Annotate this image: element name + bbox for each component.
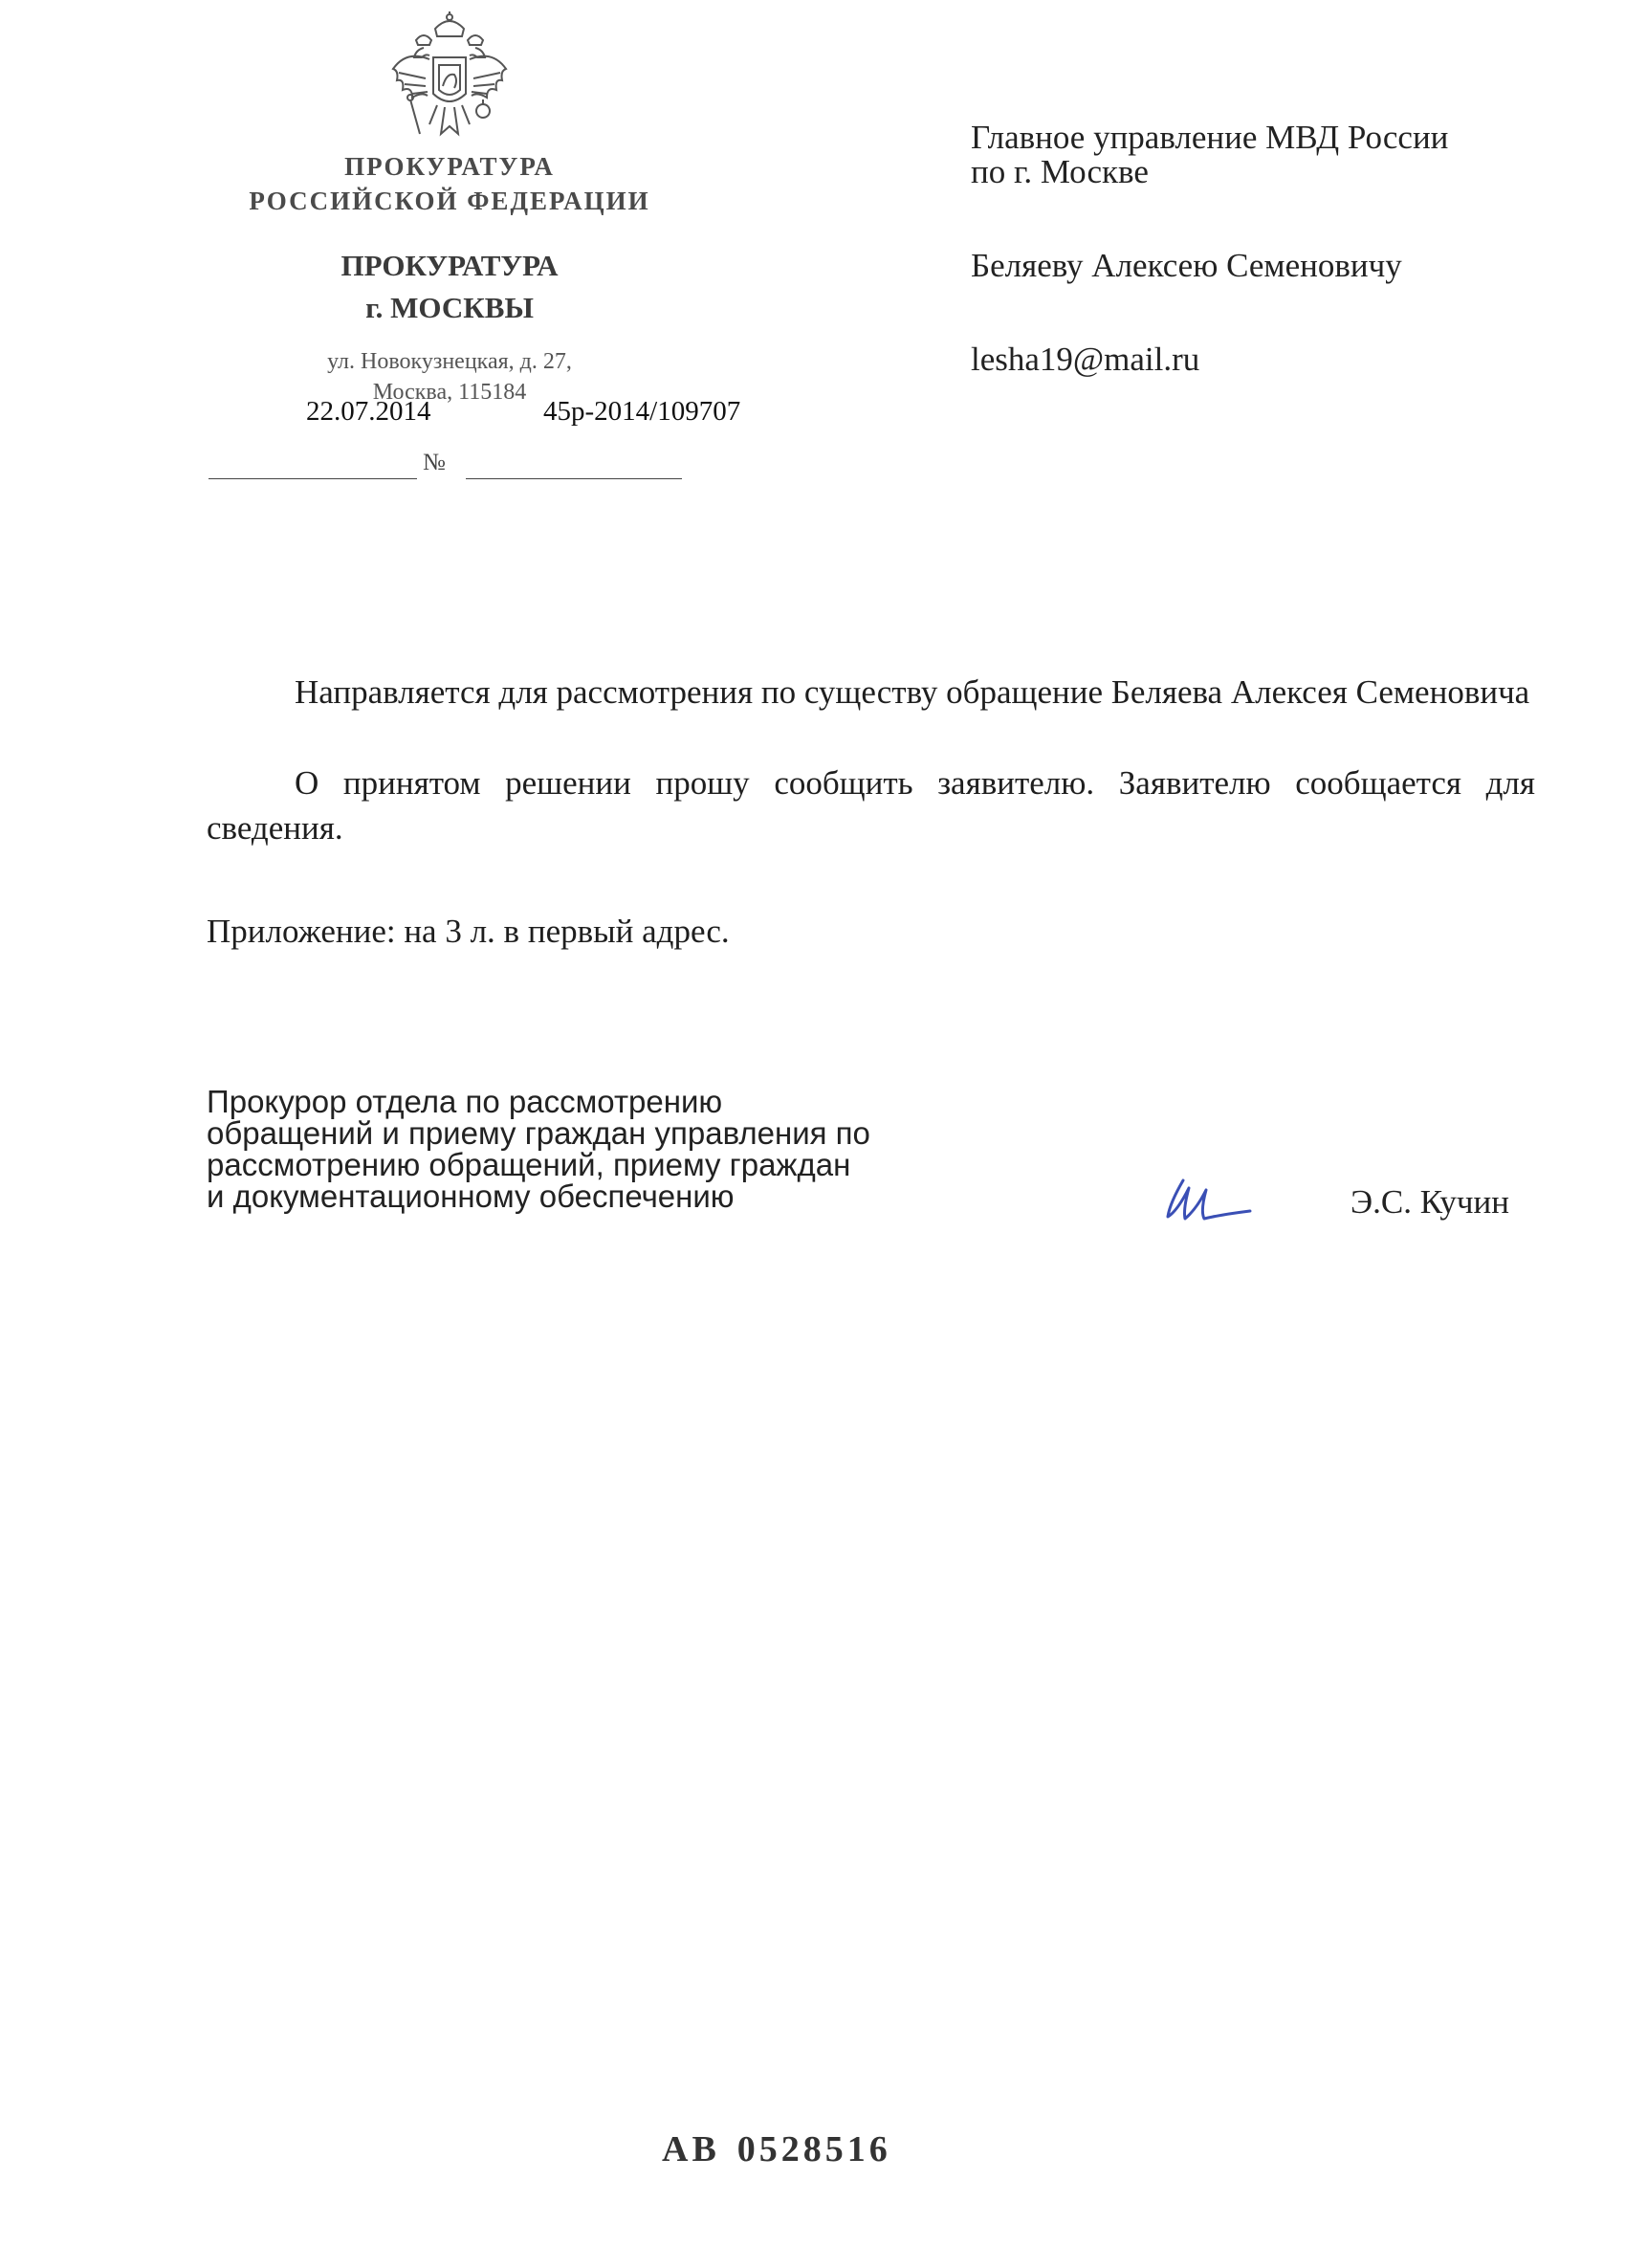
org-name-line-1: ПРОКУРАТУРА bbox=[344, 152, 555, 181]
addressee-person: Беляеву Алексею Семеновичу bbox=[971, 247, 1402, 284]
signer-name: Э.С. Кучин bbox=[1351, 1183, 1509, 1221]
registration-number: 45р-2014/109707 bbox=[543, 396, 741, 427]
office-name-line-1: ПРОКУРАТУРА bbox=[340, 249, 559, 282]
registration-number-line bbox=[466, 478, 682, 479]
double-headed-eagle-emblem-icon bbox=[387, 11, 512, 145]
addressee-org-line-1: Главное управление МВД России bbox=[971, 119, 1449, 156]
registration-date-line bbox=[209, 478, 417, 479]
signer-title-line-2: обращений и приему граждан управления по bbox=[207, 1115, 870, 1151]
signer-title-line-1: Прокурор отдела по рассмотрению bbox=[207, 1084, 723, 1119]
signer-title-line-3: рассмотрению обращений, приему граждан bbox=[207, 1147, 851, 1182]
office-address-line-2: Москва, 115184 bbox=[372, 380, 527, 405]
addressee-email: lesha19@mail.ru bbox=[971, 341, 1200, 378]
office-address-line-1: ул. Новокузнецкая, д. 27, bbox=[327, 349, 572, 374]
office-name-line-2: г. МОСКВЫ bbox=[365, 291, 534, 324]
attachment-note: Приложение: на 3 л. в первый адрес. bbox=[207, 913, 730, 950]
handwritten-signature-icon bbox=[1162, 1175, 1258, 1224]
org-name-line-2: РОССИЙСКОЙ ФЕДЕРАЦИИ bbox=[249, 187, 650, 215]
signer-title bbox=[207, 1086, 953, 1212]
form-serial-number bbox=[662, 2128, 891, 2170]
number-sign: № bbox=[423, 450, 446, 475]
form-serial-series: АВ bbox=[662, 2129, 720, 2169]
signer-title-line-4: и документационному обеспечению bbox=[207, 1178, 735, 1214]
registration-date: 22.07.2014 bbox=[306, 396, 431, 427]
addressee-org-line-2: по г. Москве bbox=[971, 153, 1149, 190]
body-paragraph-1-text: Направляется для рассмотрения по существу обращение Беляева Алексея Семеновича bbox=[295, 673, 1530, 711]
body-paragraph-2 bbox=[207, 760, 1535, 850]
form-serial-digits: 0528516 bbox=[736, 2129, 891, 2169]
body-paragraph-1 bbox=[207, 670, 1535, 715]
body-paragraph-2-text: О принятом решении прошу сообщить заявителю. Заявителю сообщается для сведения. bbox=[207, 764, 1535, 847]
